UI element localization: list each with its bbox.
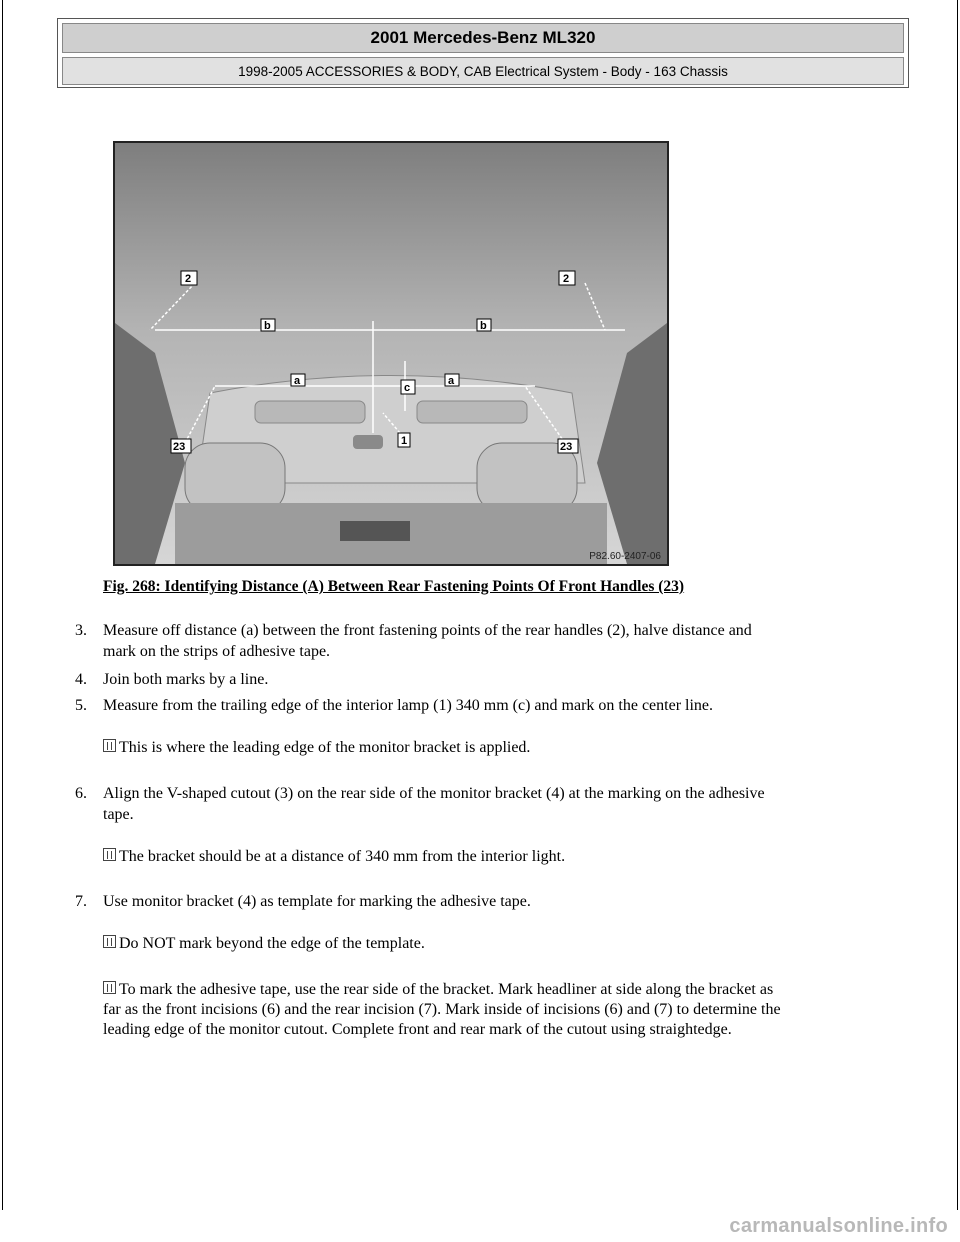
step-text: Align the V-shaped cutout (3) on the rear side of the monitor bracket (4) at the marking on the adhesive xyxy=(103,785,765,802)
callout-b-right: b xyxy=(480,320,487,332)
callout-1: 1 xyxy=(401,435,408,447)
note-4 xyxy=(103,980,915,1040)
callout-b-left: b xyxy=(264,320,271,332)
callout-a-left: a xyxy=(294,375,301,387)
note-1 xyxy=(103,738,530,758)
note-text: The bracket should be at a distance of 340 mm from the interior light. xyxy=(119,848,566,865)
note-3 xyxy=(103,934,425,954)
title-band xyxy=(62,23,904,53)
step-text: mark on the strips of adhesive tape. xyxy=(103,643,331,660)
callout-c: c xyxy=(404,382,411,394)
note-text: This is where the leading edge of the monitor bracket is applied. xyxy=(119,739,531,756)
step-number: 5. xyxy=(75,697,87,714)
step-text: Use monitor bracket (4) as template for marking the adhesive tape. xyxy=(103,893,531,910)
step-text: Measure from the trailing edge of the interior lamp (1) 340 mm (c) and mark on the center line. xyxy=(103,697,714,714)
note-text: leading edge of the monitor cutout. Complete front and rear mark of the cutout using straightedge. xyxy=(103,1021,732,1038)
figure-caption: Fig. 268: Identifying Distance (A) Between Rear Fastening Points Of Front Handles (23) xyxy=(103,578,685,595)
callout-23-left: 23 xyxy=(173,441,186,453)
page-border-left xyxy=(2,0,3,1210)
note-text: far as the front incisions (6) and the rear incision (7). Mark inside of incisions (6) and (7) to determine the xyxy=(103,1001,781,1018)
step-text: tape. xyxy=(103,806,134,823)
callout-a-right: a xyxy=(448,375,455,387)
step-text: Join both marks by a line. xyxy=(103,671,269,688)
callout-2-left: 2 xyxy=(185,273,192,285)
note-text: To mark the adhesive tape, use the rear side of the bracket. Mark headliner at side along the bracket as xyxy=(119,981,774,998)
document-title: 2001 Mercedes-Benz ML320 xyxy=(370,28,596,47)
subtitle-band xyxy=(62,57,904,85)
note-text: Do NOT mark beyond the edge of the template. xyxy=(119,935,425,952)
document-subtitle: 1998-2005 ACCESSORIES & BODY, CAB Electrical System - Body - 163 Chassis xyxy=(238,63,728,79)
callout-23-right: 23 xyxy=(560,441,573,453)
note-icon xyxy=(103,848,116,861)
step-number: 6. xyxy=(75,785,87,802)
headliner-illustration xyxy=(115,143,667,564)
page-border-right xyxy=(957,0,958,1210)
callout-2-right: 2 xyxy=(563,273,570,285)
note-icon xyxy=(103,739,116,752)
document-header xyxy=(57,18,909,88)
note-icon xyxy=(103,981,116,994)
note-2 xyxy=(103,847,565,867)
figure-image xyxy=(113,141,669,566)
step-text: Measure off distance (a) between the front fastening points of the rear handles (2), halve distance and xyxy=(103,622,752,639)
note-icon xyxy=(103,935,116,948)
figure-code: P82.60-2407-06 xyxy=(589,551,661,562)
step-number: 7. xyxy=(75,893,87,910)
watermark: carmanualsonline.info xyxy=(729,1215,948,1237)
step-number: 3. xyxy=(75,622,87,639)
step-number: 4. xyxy=(75,671,87,688)
